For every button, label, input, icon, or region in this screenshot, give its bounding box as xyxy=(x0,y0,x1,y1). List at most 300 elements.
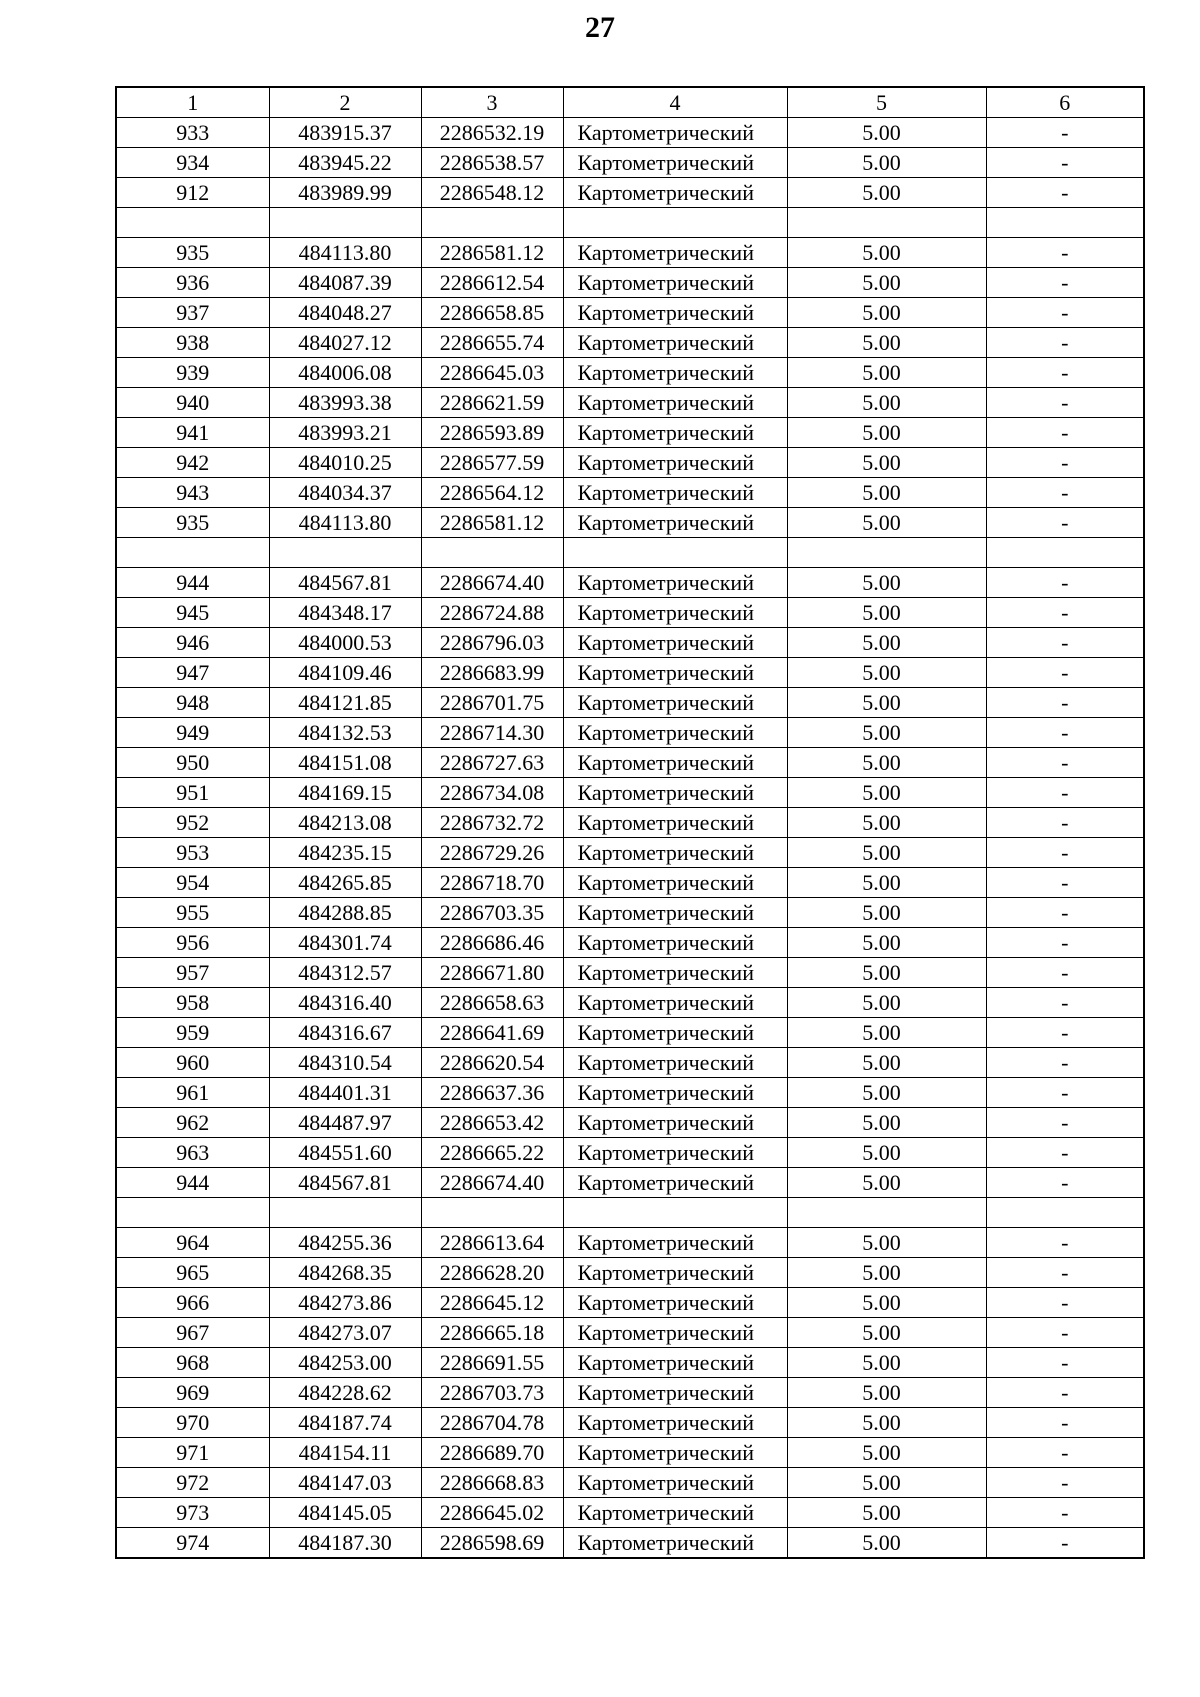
description-cell: - xyxy=(986,358,1144,388)
description-cell xyxy=(986,538,1144,568)
point-number-cell: 937 xyxy=(116,298,269,328)
table-row xyxy=(116,568,1144,598)
accuracy-cell: 5.00 xyxy=(787,928,986,958)
y-coordinate-cell: 2286621.59 xyxy=(421,388,563,418)
y-coordinate-cell: 2286691.55 xyxy=(421,1348,563,1378)
accuracy-cell: 5.00 xyxy=(787,1258,986,1288)
table-row xyxy=(116,118,1144,148)
x-coordinate-cell: 484151.08 xyxy=(269,748,421,778)
table-row xyxy=(116,388,1144,418)
point-number-cell: 941 xyxy=(116,418,269,448)
description-cell: - xyxy=(986,1018,1144,1048)
x-coordinate-cell: 483945.22 xyxy=(269,148,421,178)
point-number-cell: 943 xyxy=(116,478,269,508)
x-coordinate-cell: 484145.05 xyxy=(269,1498,421,1528)
point-number-cell: 947 xyxy=(116,658,269,688)
x-coordinate-cell: 484268.35 xyxy=(269,1258,421,1288)
table-row xyxy=(116,1228,1144,1258)
method-cell: Картометрический xyxy=(563,808,787,838)
accuracy-cell: 5.00 xyxy=(787,1408,986,1438)
x-coordinate-cell: 484087.39 xyxy=(269,268,421,298)
method-cell: Картометрический xyxy=(563,1408,787,1438)
table-row xyxy=(116,298,1144,328)
accuracy-cell: 5.00 xyxy=(787,478,986,508)
method-cell xyxy=(563,538,787,568)
y-coordinate-cell: 2286686.46 xyxy=(421,928,563,958)
table-row xyxy=(116,628,1144,658)
method-cell: Картометрический xyxy=(563,388,787,418)
x-coordinate-cell: 484006.08 xyxy=(269,358,421,388)
method-cell: Картометрический xyxy=(563,118,787,148)
x-coordinate-cell: 484288.85 xyxy=(269,898,421,928)
y-coordinate-cell: 2286674.40 xyxy=(421,568,563,598)
x-coordinate-cell: 484169.15 xyxy=(269,778,421,808)
accuracy-cell: 5.00 xyxy=(787,1468,986,1498)
x-coordinate-cell: 484000.53 xyxy=(269,628,421,658)
method-cell: Картометрический xyxy=(563,1048,787,1078)
accuracy-cell: 5.00 xyxy=(787,1078,986,1108)
table-row xyxy=(116,928,1144,958)
x-coordinate-cell: 484401.31 xyxy=(269,1078,421,1108)
table-row xyxy=(116,988,1144,1018)
method-cell: Картометрический xyxy=(563,658,787,688)
method-cell: Картометрический xyxy=(563,1018,787,1048)
method-cell: Картометрический xyxy=(563,1378,787,1408)
y-coordinate-cell: 2286704.78 xyxy=(421,1408,563,1438)
accuracy-cell: 5.00 xyxy=(787,898,986,928)
accuracy-cell: 5.00 xyxy=(787,1528,986,1559)
description-cell: - xyxy=(986,748,1144,778)
description-cell: - xyxy=(986,718,1144,748)
table-row xyxy=(116,358,1144,388)
accuracy-cell xyxy=(787,1198,986,1228)
separator-row xyxy=(116,538,1144,568)
accuracy-cell: 5.00 xyxy=(787,1138,986,1168)
x-coordinate-cell: 484113.80 xyxy=(269,508,421,538)
separator-row xyxy=(116,208,1144,238)
y-coordinate-cell: 2286637.36 xyxy=(421,1078,563,1108)
x-coordinate-cell: 484213.08 xyxy=(269,808,421,838)
point-number-cell: 946 xyxy=(116,628,269,658)
column-header: 2 xyxy=(269,87,421,118)
accuracy-cell: 5.00 xyxy=(787,448,986,478)
column-header: 6 xyxy=(986,87,1144,118)
description-cell: - xyxy=(986,568,1144,598)
x-coordinate-cell: 484027.12 xyxy=(269,328,421,358)
page-number: 27 xyxy=(585,11,615,44)
y-coordinate-cell: 2286671.80 xyxy=(421,958,563,988)
description-cell: - xyxy=(986,1078,1144,1108)
description-cell: - xyxy=(986,1108,1144,1138)
accuracy-cell: 5.00 xyxy=(787,118,986,148)
point-number-cell: 956 xyxy=(116,928,269,958)
method-cell: Картометрический xyxy=(563,598,787,628)
table-row xyxy=(116,898,1144,928)
description-cell: - xyxy=(986,598,1144,628)
method-cell: Картометрический xyxy=(563,1348,787,1378)
accuracy-cell: 5.00 xyxy=(787,718,986,748)
table-row xyxy=(116,1288,1144,1318)
y-coordinate-cell: 2286628.20 xyxy=(421,1258,563,1288)
point-number-cell: 933 xyxy=(116,118,269,148)
method-cell: Картометрический xyxy=(563,688,787,718)
accuracy-cell: 5.00 xyxy=(787,268,986,298)
x-coordinate-cell: 483989.99 xyxy=(269,178,421,208)
point-number-cell: 953 xyxy=(116,838,269,868)
column-header: 3 xyxy=(421,87,563,118)
accuracy-cell: 5.00 xyxy=(787,418,986,448)
table-row xyxy=(116,868,1144,898)
method-cell: Картометрический xyxy=(563,1138,787,1168)
y-coordinate-cell: 2286613.64 xyxy=(421,1228,563,1258)
method-cell: Картометрический xyxy=(563,358,787,388)
x-coordinate-cell: 484255.36 xyxy=(269,1228,421,1258)
point-number-cell: 959 xyxy=(116,1018,269,1048)
table-row xyxy=(116,178,1144,208)
accuracy-cell: 5.00 xyxy=(787,808,986,838)
method-cell: Картометрический xyxy=(563,1108,787,1138)
point-number-cell: 972 xyxy=(116,1468,269,1498)
x-coordinate-cell: 484567.81 xyxy=(269,568,421,598)
table-row xyxy=(116,1378,1144,1408)
x-coordinate-cell: 484312.57 xyxy=(269,958,421,988)
table-row xyxy=(116,1108,1144,1138)
x-coordinate-cell: 484310.54 xyxy=(269,1048,421,1078)
description-cell: - xyxy=(986,928,1144,958)
separator-row xyxy=(116,1198,1144,1228)
accuracy-cell: 5.00 xyxy=(787,778,986,808)
point-number-cell: 971 xyxy=(116,1438,269,1468)
table-row xyxy=(116,418,1144,448)
table-row xyxy=(116,808,1144,838)
x-coordinate-cell: 484273.07 xyxy=(269,1318,421,1348)
y-coordinate-cell: 2286729.26 xyxy=(421,838,563,868)
x-coordinate-cell xyxy=(269,1198,421,1228)
description-cell: - xyxy=(986,448,1144,478)
point-number-cell: 955 xyxy=(116,898,269,928)
coordinates-table xyxy=(115,86,1145,1559)
y-coordinate-cell: 2286703.35 xyxy=(421,898,563,928)
x-coordinate-cell: 484034.37 xyxy=(269,478,421,508)
method-cell: Картометрический xyxy=(563,898,787,928)
description-cell: - xyxy=(986,298,1144,328)
x-coordinate-cell: 484228.62 xyxy=(269,1378,421,1408)
table-row xyxy=(116,658,1144,688)
y-coordinate-cell: 2286714.30 xyxy=(421,718,563,748)
table-row xyxy=(116,478,1144,508)
table-row xyxy=(116,1318,1144,1348)
point-number-cell: 936 xyxy=(116,268,269,298)
table-row xyxy=(116,1138,1144,1168)
y-coordinate-cell xyxy=(421,208,563,238)
table-row xyxy=(116,1528,1144,1559)
x-coordinate-cell: 484567.81 xyxy=(269,1168,421,1198)
x-coordinate-cell: 484265.85 xyxy=(269,868,421,898)
method-cell: Картометрический xyxy=(563,1288,787,1318)
y-coordinate-cell: 2286701.75 xyxy=(421,688,563,718)
accuracy-cell: 5.00 xyxy=(787,748,986,778)
y-coordinate-cell: 2286727.63 xyxy=(421,748,563,778)
point-number-cell: 954 xyxy=(116,868,269,898)
point-number-cell: 951 xyxy=(116,778,269,808)
y-coordinate-cell: 2286658.85 xyxy=(421,298,563,328)
table-row xyxy=(116,748,1144,778)
y-coordinate-cell: 2286581.12 xyxy=(421,238,563,268)
y-coordinate-cell: 2286665.18 xyxy=(421,1318,563,1348)
table-row xyxy=(116,148,1144,178)
description-cell: - xyxy=(986,1498,1144,1528)
table-row xyxy=(116,718,1144,748)
table-row xyxy=(116,1468,1144,1498)
table-row xyxy=(116,1018,1144,1048)
method-cell: Картометрический xyxy=(563,1318,787,1348)
accuracy-cell: 5.00 xyxy=(787,988,986,1018)
method-cell: Картометрический xyxy=(563,1468,787,1498)
x-coordinate-cell: 484187.30 xyxy=(269,1528,421,1559)
method-cell: Картометрический xyxy=(563,958,787,988)
description-cell: - xyxy=(986,1048,1144,1078)
table-header xyxy=(116,87,1144,118)
method-cell: Картометрический xyxy=(563,418,787,448)
point-number-cell: 944 xyxy=(116,1168,269,1198)
description-cell: - xyxy=(986,1258,1144,1288)
accuracy-cell: 5.00 xyxy=(787,958,986,988)
method-cell: Картометрический xyxy=(563,868,787,898)
method-cell: Картометрический xyxy=(563,838,787,868)
x-coordinate-cell: 484147.03 xyxy=(269,1468,421,1498)
description-cell: - xyxy=(986,1228,1144,1258)
table-row xyxy=(116,238,1144,268)
column-header: 5 xyxy=(787,87,986,118)
accuracy-cell: 5.00 xyxy=(787,598,986,628)
x-coordinate-cell: 483915.37 xyxy=(269,118,421,148)
accuracy-cell xyxy=(787,208,986,238)
method-cell: Картометрический xyxy=(563,1168,787,1198)
x-coordinate-cell: 484316.40 xyxy=(269,988,421,1018)
description-cell: - xyxy=(986,808,1144,838)
y-coordinate-cell: 2286641.69 xyxy=(421,1018,563,1048)
accuracy-cell: 5.00 xyxy=(787,628,986,658)
description-cell: - xyxy=(986,148,1144,178)
y-coordinate-cell: 2286674.40 xyxy=(421,1168,563,1198)
x-coordinate-cell: 484235.15 xyxy=(269,838,421,868)
point-number-cell: 965 xyxy=(116,1258,269,1288)
y-coordinate-cell: 2286645.02 xyxy=(421,1498,563,1528)
method-cell: Картометрический xyxy=(563,238,787,268)
accuracy-cell: 5.00 xyxy=(787,298,986,328)
x-coordinate-cell: 484154.11 xyxy=(269,1438,421,1468)
method-cell: Картометрический xyxy=(563,328,787,358)
y-coordinate-cell: 2286653.42 xyxy=(421,1108,563,1138)
y-coordinate-cell: 2286689.70 xyxy=(421,1438,563,1468)
y-coordinate-cell: 2286532.19 xyxy=(421,118,563,148)
accuracy-cell: 5.00 xyxy=(787,688,986,718)
accuracy-cell: 5.00 xyxy=(787,148,986,178)
accuracy-cell: 5.00 xyxy=(787,358,986,388)
description-cell: - xyxy=(986,868,1144,898)
accuracy-cell: 5.00 xyxy=(787,568,986,598)
y-coordinate-cell xyxy=(421,1198,563,1228)
point-number-cell xyxy=(116,538,269,568)
method-cell xyxy=(563,1198,787,1228)
point-number-cell: 969 xyxy=(116,1378,269,1408)
point-number-cell: 945 xyxy=(116,598,269,628)
y-coordinate-cell: 2286598.69 xyxy=(421,1528,563,1559)
description-cell: - xyxy=(986,658,1144,688)
accuracy-cell: 5.00 xyxy=(787,328,986,358)
accuracy-cell: 5.00 xyxy=(787,1168,986,1198)
point-number-cell: 948 xyxy=(116,688,269,718)
x-coordinate-cell: 484253.00 xyxy=(269,1348,421,1378)
description-cell: - xyxy=(986,238,1144,268)
description-cell: - xyxy=(986,118,1144,148)
point-number-cell: 966 xyxy=(116,1288,269,1318)
accuracy-cell: 5.00 xyxy=(787,1318,986,1348)
column-header: 1 xyxy=(116,87,269,118)
accuracy-cell: 5.00 xyxy=(787,388,986,418)
description-cell: - xyxy=(986,688,1144,718)
method-cell: Картометрический xyxy=(563,778,787,808)
point-number-cell: 935 xyxy=(116,508,269,538)
y-coordinate-cell: 2286668.83 xyxy=(421,1468,563,1498)
accuracy-cell: 5.00 xyxy=(787,1498,986,1528)
accuracy-cell: 5.00 xyxy=(787,1438,986,1468)
table-row xyxy=(116,508,1144,538)
description-cell: - xyxy=(986,898,1144,928)
y-coordinate-cell: 2286703.73 xyxy=(421,1378,563,1408)
table-row xyxy=(116,268,1144,298)
y-coordinate-cell: 2286655.74 xyxy=(421,328,563,358)
table-row xyxy=(116,838,1144,868)
accuracy-cell: 5.00 xyxy=(787,1228,986,1258)
point-number-cell: 974 xyxy=(116,1528,269,1559)
description-cell: - xyxy=(986,988,1144,1018)
x-coordinate-cell: 483993.21 xyxy=(269,418,421,448)
y-coordinate-cell: 2286581.12 xyxy=(421,508,563,538)
description-cell: - xyxy=(986,1348,1144,1378)
point-number-cell: 973 xyxy=(116,1498,269,1528)
point-number-cell: 940 xyxy=(116,388,269,418)
point-number-cell: 964 xyxy=(116,1228,269,1258)
method-cell: Картометрический xyxy=(563,718,787,748)
x-coordinate-cell: 483993.38 xyxy=(269,388,421,418)
method-cell: Картометрический xyxy=(563,1528,787,1559)
method-cell: Картометрический xyxy=(563,1438,787,1468)
table-row xyxy=(116,1258,1144,1288)
method-cell: Картометрический xyxy=(563,928,787,958)
point-number-cell: 950 xyxy=(116,748,269,778)
method-cell: Картометрический xyxy=(563,178,787,208)
x-coordinate-cell: 484551.60 xyxy=(269,1138,421,1168)
point-number-cell xyxy=(116,208,269,238)
point-number-cell: 968 xyxy=(116,1348,269,1378)
description-cell: - xyxy=(986,1318,1144,1348)
point-number-cell: 938 xyxy=(116,328,269,358)
method-cell xyxy=(563,208,787,238)
method-cell: Картометрический xyxy=(563,268,787,298)
table-body xyxy=(116,118,1144,1559)
description-cell: - xyxy=(986,178,1144,208)
point-number-cell xyxy=(116,1198,269,1228)
y-coordinate-cell xyxy=(421,538,563,568)
column-header: 4 xyxy=(563,87,787,118)
table-row xyxy=(116,1348,1144,1378)
x-coordinate-cell: 484121.85 xyxy=(269,688,421,718)
x-coordinate-cell: 484132.53 xyxy=(269,718,421,748)
description-cell: - xyxy=(986,1138,1144,1168)
x-coordinate-cell: 484273.86 xyxy=(269,1288,421,1318)
table-row xyxy=(116,1048,1144,1078)
accuracy-cell xyxy=(787,538,986,568)
table-row xyxy=(116,598,1144,628)
table-row xyxy=(116,1498,1144,1528)
table-row xyxy=(116,688,1144,718)
table-row xyxy=(116,778,1144,808)
description-cell: - xyxy=(986,1378,1144,1408)
column-number-row xyxy=(116,87,1144,118)
point-number-cell: 944 xyxy=(116,568,269,598)
table-row xyxy=(116,448,1144,478)
accuracy-cell: 5.00 xyxy=(787,838,986,868)
description-cell: - xyxy=(986,478,1144,508)
description-cell: - xyxy=(986,388,1144,418)
method-cell: Картометрический xyxy=(563,1498,787,1528)
table-row xyxy=(116,1408,1144,1438)
method-cell: Картометрический xyxy=(563,1258,787,1288)
method-cell: Картометрический xyxy=(563,508,787,538)
description-cell: - xyxy=(986,268,1144,298)
y-coordinate-cell: 2286538.57 xyxy=(421,148,563,178)
method-cell: Картометрический xyxy=(563,298,787,328)
table-row xyxy=(116,1078,1144,1108)
y-coordinate-cell: 2286658.63 xyxy=(421,988,563,1018)
x-coordinate-cell: 484348.17 xyxy=(269,598,421,628)
accuracy-cell: 5.00 xyxy=(787,1378,986,1408)
x-coordinate-cell: 484487.97 xyxy=(269,1108,421,1138)
table-row xyxy=(116,1438,1144,1468)
point-number-cell: 960 xyxy=(116,1048,269,1078)
description-cell: - xyxy=(986,628,1144,658)
accuracy-cell: 5.00 xyxy=(787,1348,986,1378)
description-cell: - xyxy=(986,1528,1144,1559)
point-number-cell: 962 xyxy=(116,1108,269,1138)
description-cell: - xyxy=(986,958,1144,988)
y-coordinate-cell: 2286734.08 xyxy=(421,778,563,808)
y-coordinate-cell: 2286645.12 xyxy=(421,1288,563,1318)
y-coordinate-cell: 2286593.89 xyxy=(421,418,563,448)
description-cell: - xyxy=(986,778,1144,808)
accuracy-cell: 5.00 xyxy=(787,1288,986,1318)
point-number-cell: 935 xyxy=(116,238,269,268)
accuracy-cell: 5.00 xyxy=(787,1048,986,1078)
description-cell: - xyxy=(986,1288,1144,1318)
accuracy-cell: 5.00 xyxy=(787,238,986,268)
x-coordinate-cell: 484010.25 xyxy=(269,448,421,478)
y-coordinate-cell: 2286564.12 xyxy=(421,478,563,508)
description-cell xyxy=(986,1198,1144,1228)
x-coordinate-cell xyxy=(269,538,421,568)
y-coordinate-cell: 2286718.70 xyxy=(421,868,563,898)
point-number-cell: 939 xyxy=(116,358,269,388)
point-number-cell: 957 xyxy=(116,958,269,988)
table-row xyxy=(116,958,1144,988)
y-coordinate-cell: 2286665.22 xyxy=(421,1138,563,1168)
point-number-cell: 958 xyxy=(116,988,269,1018)
description-cell: - xyxy=(986,1408,1144,1438)
x-coordinate-cell xyxy=(269,208,421,238)
description-cell: - xyxy=(986,508,1144,538)
point-number-cell: 961 xyxy=(116,1078,269,1108)
